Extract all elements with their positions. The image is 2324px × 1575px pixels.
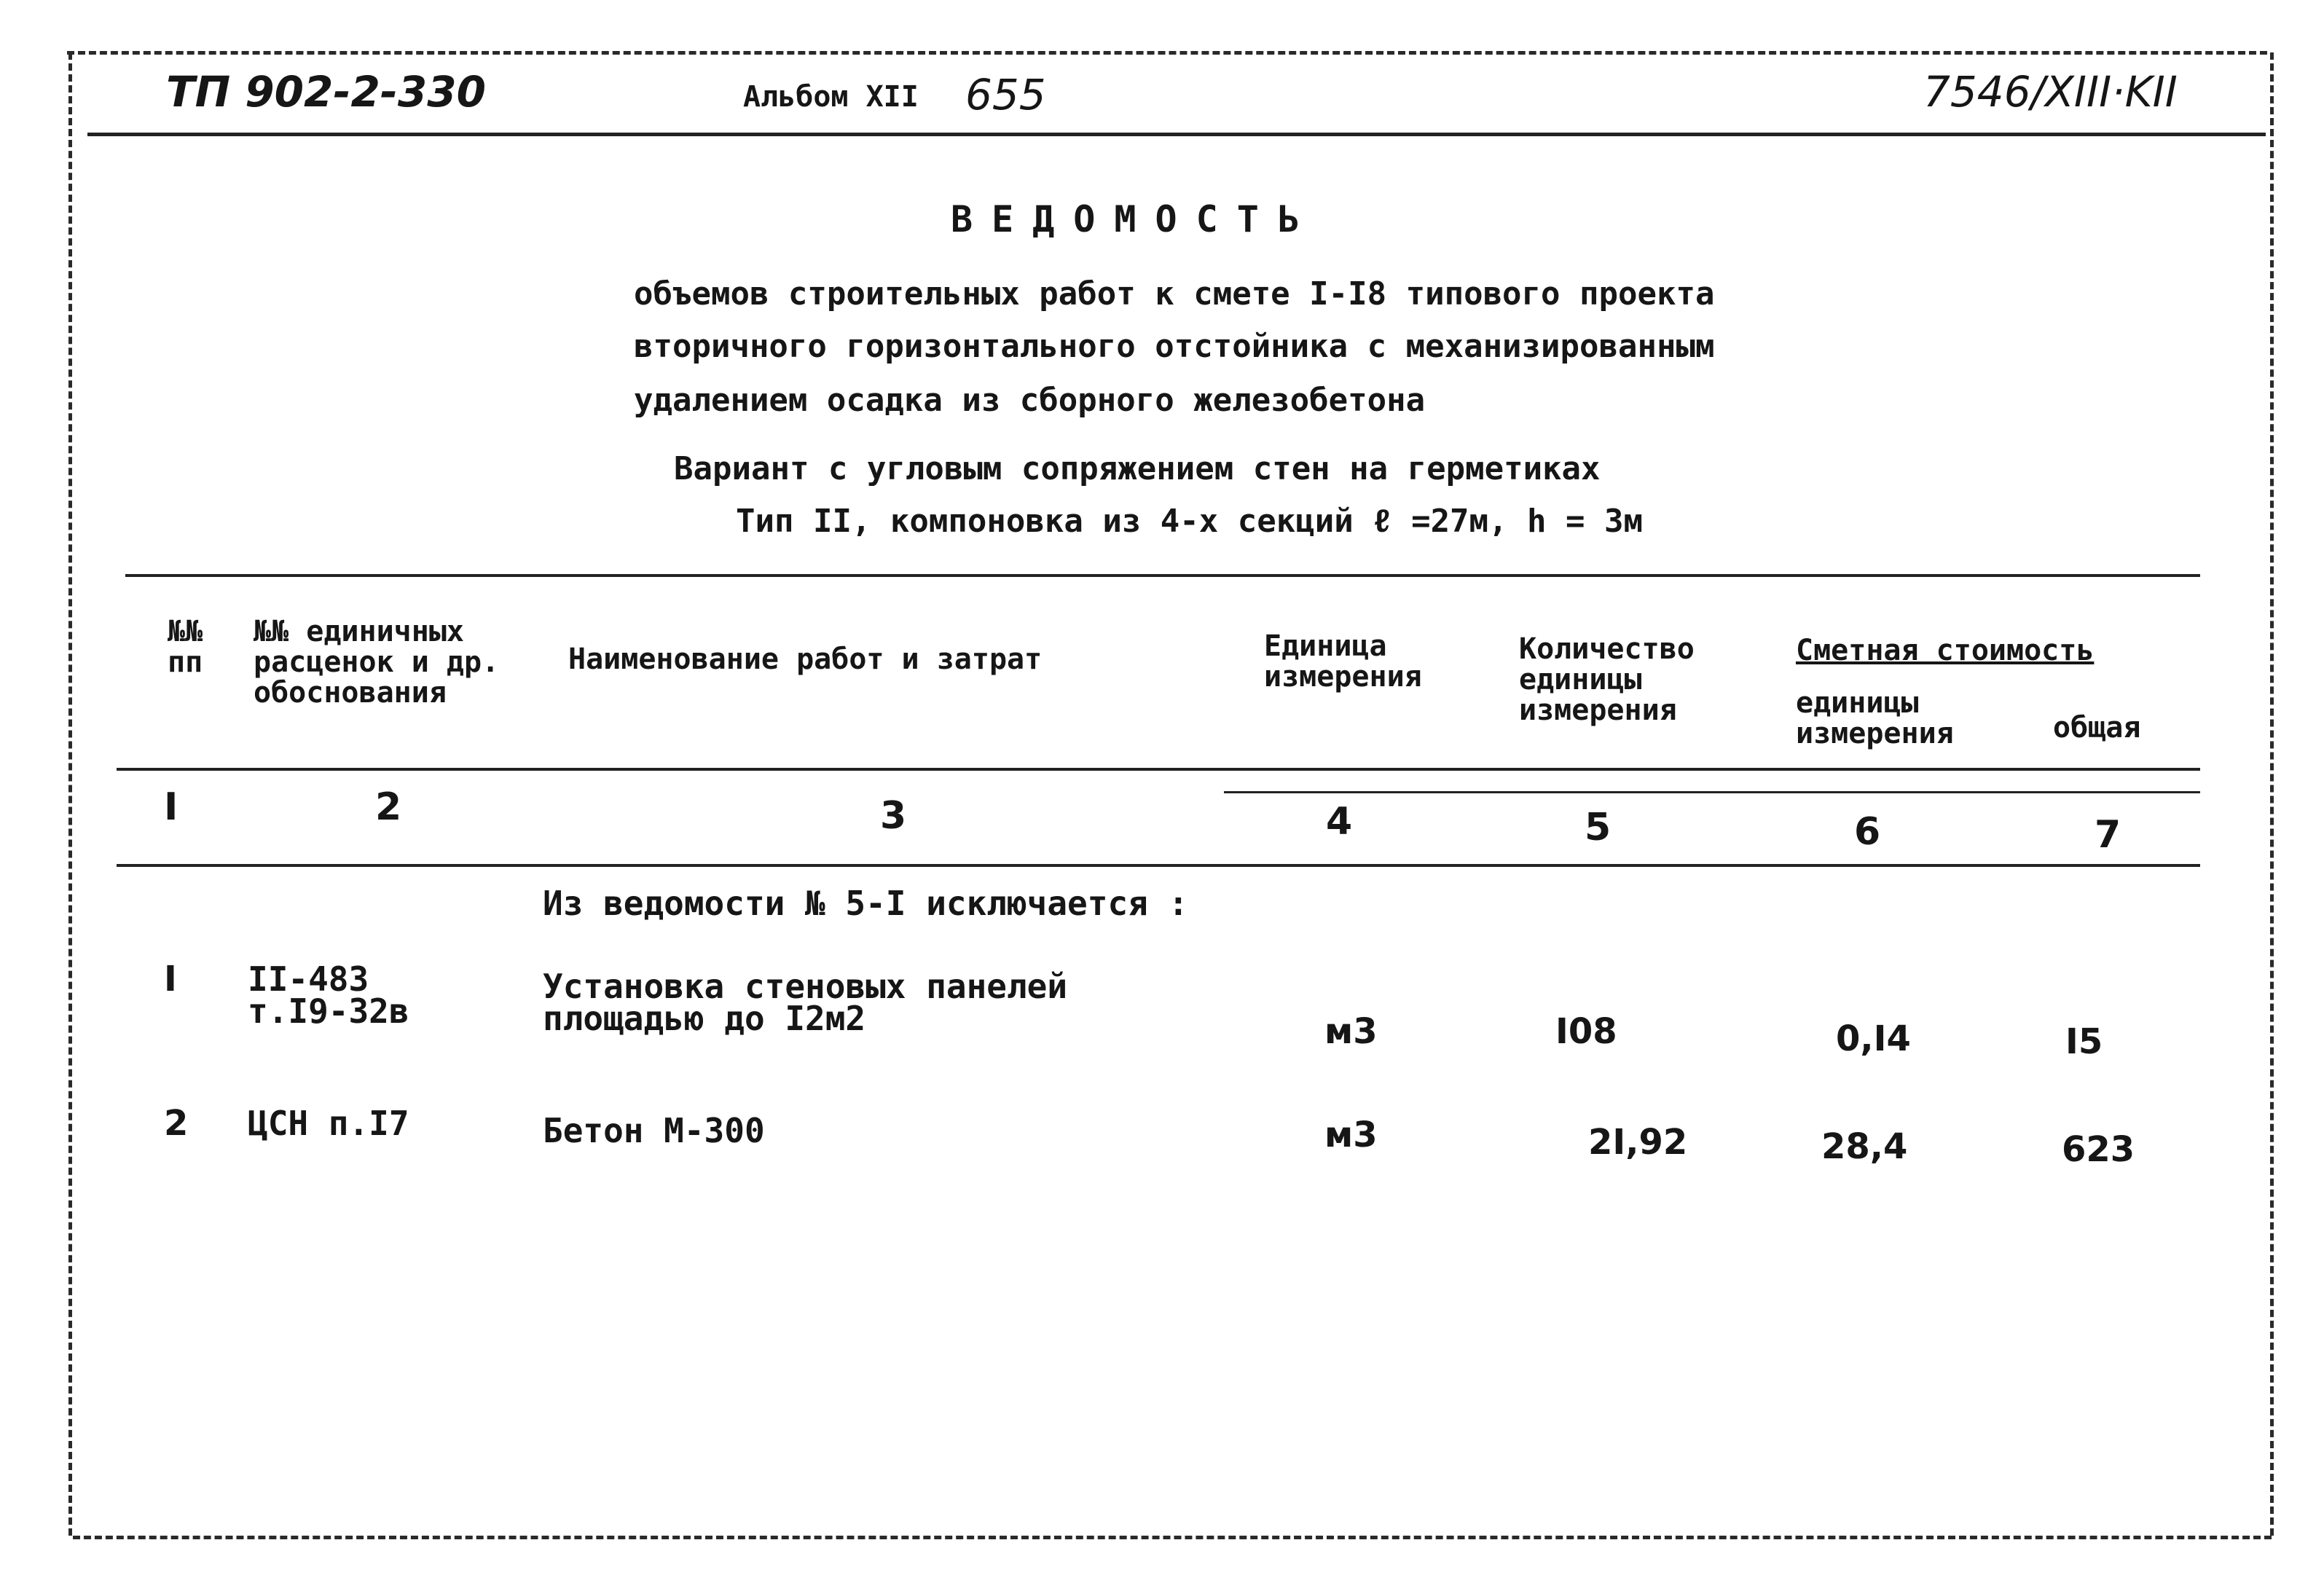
header-bottom-rule <box>117 768 2200 771</box>
header-quantity: Количество единицы измерения <box>1519 632 1695 727</box>
frame-top-border <box>67 51 2267 55</box>
album-label: Альбом XII <box>743 80 919 114</box>
row-1-unit-cost: 0,I4 <box>1836 1018 1911 1059</box>
row-1-unit: м3 <box>1324 1011 1378 1052</box>
variant-line: Вариант с угловым сопряжением стен на герметиках <box>674 450 1601 487</box>
row-2-quantity: 2I,92 <box>1588 1122 1688 1163</box>
row-2-code: ЦСН п.I7 <box>248 1104 409 1143</box>
table-top-rule <box>125 574 2200 577</box>
header-row-number: №№ пп <box>168 615 203 679</box>
description-line-1: объемов строительных работ к смете I-I8 типового проекта <box>634 275 1715 313</box>
description-line-3: удалением осадка из сборного железобетона <box>634 382 1426 419</box>
column-numbers-bottom-rule <box>117 864 2200 867</box>
column-number-2: 2 <box>375 785 402 829</box>
row-2-total: 623 <box>2062 1129 2135 1170</box>
row-1-number: I <box>164 959 177 999</box>
column-number-1: I <box>164 785 178 829</box>
row-2-unit-cost: 28,4 <box>1821 1126 1908 1167</box>
frame-bottom-border <box>73 1536 2272 1539</box>
row-2-number: 2 <box>164 1103 189 1144</box>
header-work-name: Наименование работ и затрат <box>568 643 1043 676</box>
header-divider <box>87 133 2266 136</box>
row-1-quantity: I08 <box>1555 1011 1617 1052</box>
column-number-5: 5 <box>1585 806 1612 849</box>
project-code: ТП 902-2-330 <box>166 67 486 117</box>
sheet-code: 7546/XIII·KII <box>1923 67 2178 117</box>
header-unit-cost: единицы измерения <box>1796 686 1954 750</box>
frame-left-border <box>68 52 72 1536</box>
type-line: Тип II, компоновка из 4-х секций ℓ =27м, h = 3м <box>736 503 1643 540</box>
column-number-6: 6 <box>1854 810 1881 854</box>
header-estimated-cost: Сметная стоимость <box>1796 634 2095 667</box>
header-rate-code: №№ единичных расценок и др. обоснования <box>254 615 500 710</box>
document-title: ВЕДОМОСТЬ <box>951 198 1319 240</box>
album-number: 655 <box>965 70 1046 119</box>
section-note: Из ведомости № 5-I исключается : <box>543 884 1189 923</box>
row-1-code: II-483 т.I9-32в <box>248 959 409 1031</box>
header-unit: Единица измерения <box>1264 629 1422 694</box>
column-numbers-top-rule <box>1224 791 2200 793</box>
column-number-3: 3 <box>880 794 907 838</box>
row-1-total: I5 <box>2065 1021 2103 1062</box>
row-2-unit: м3 <box>1324 1115 1378 1155</box>
frame-right-border <box>2270 52 2274 1536</box>
row-2-name: Бетон М-300 <box>543 1111 765 1150</box>
column-number-4: 4 <box>1326 800 1353 844</box>
column-number-7: 7 <box>2095 813 2121 857</box>
header-total-cost: общая <box>2053 711 2141 745</box>
description-line-2: вторичного горизонтального отстойника с механизированным <box>634 328 1715 365</box>
row-1-name: Установка стеновых панелей площадью до I2м2 <box>543 967 1068 1038</box>
